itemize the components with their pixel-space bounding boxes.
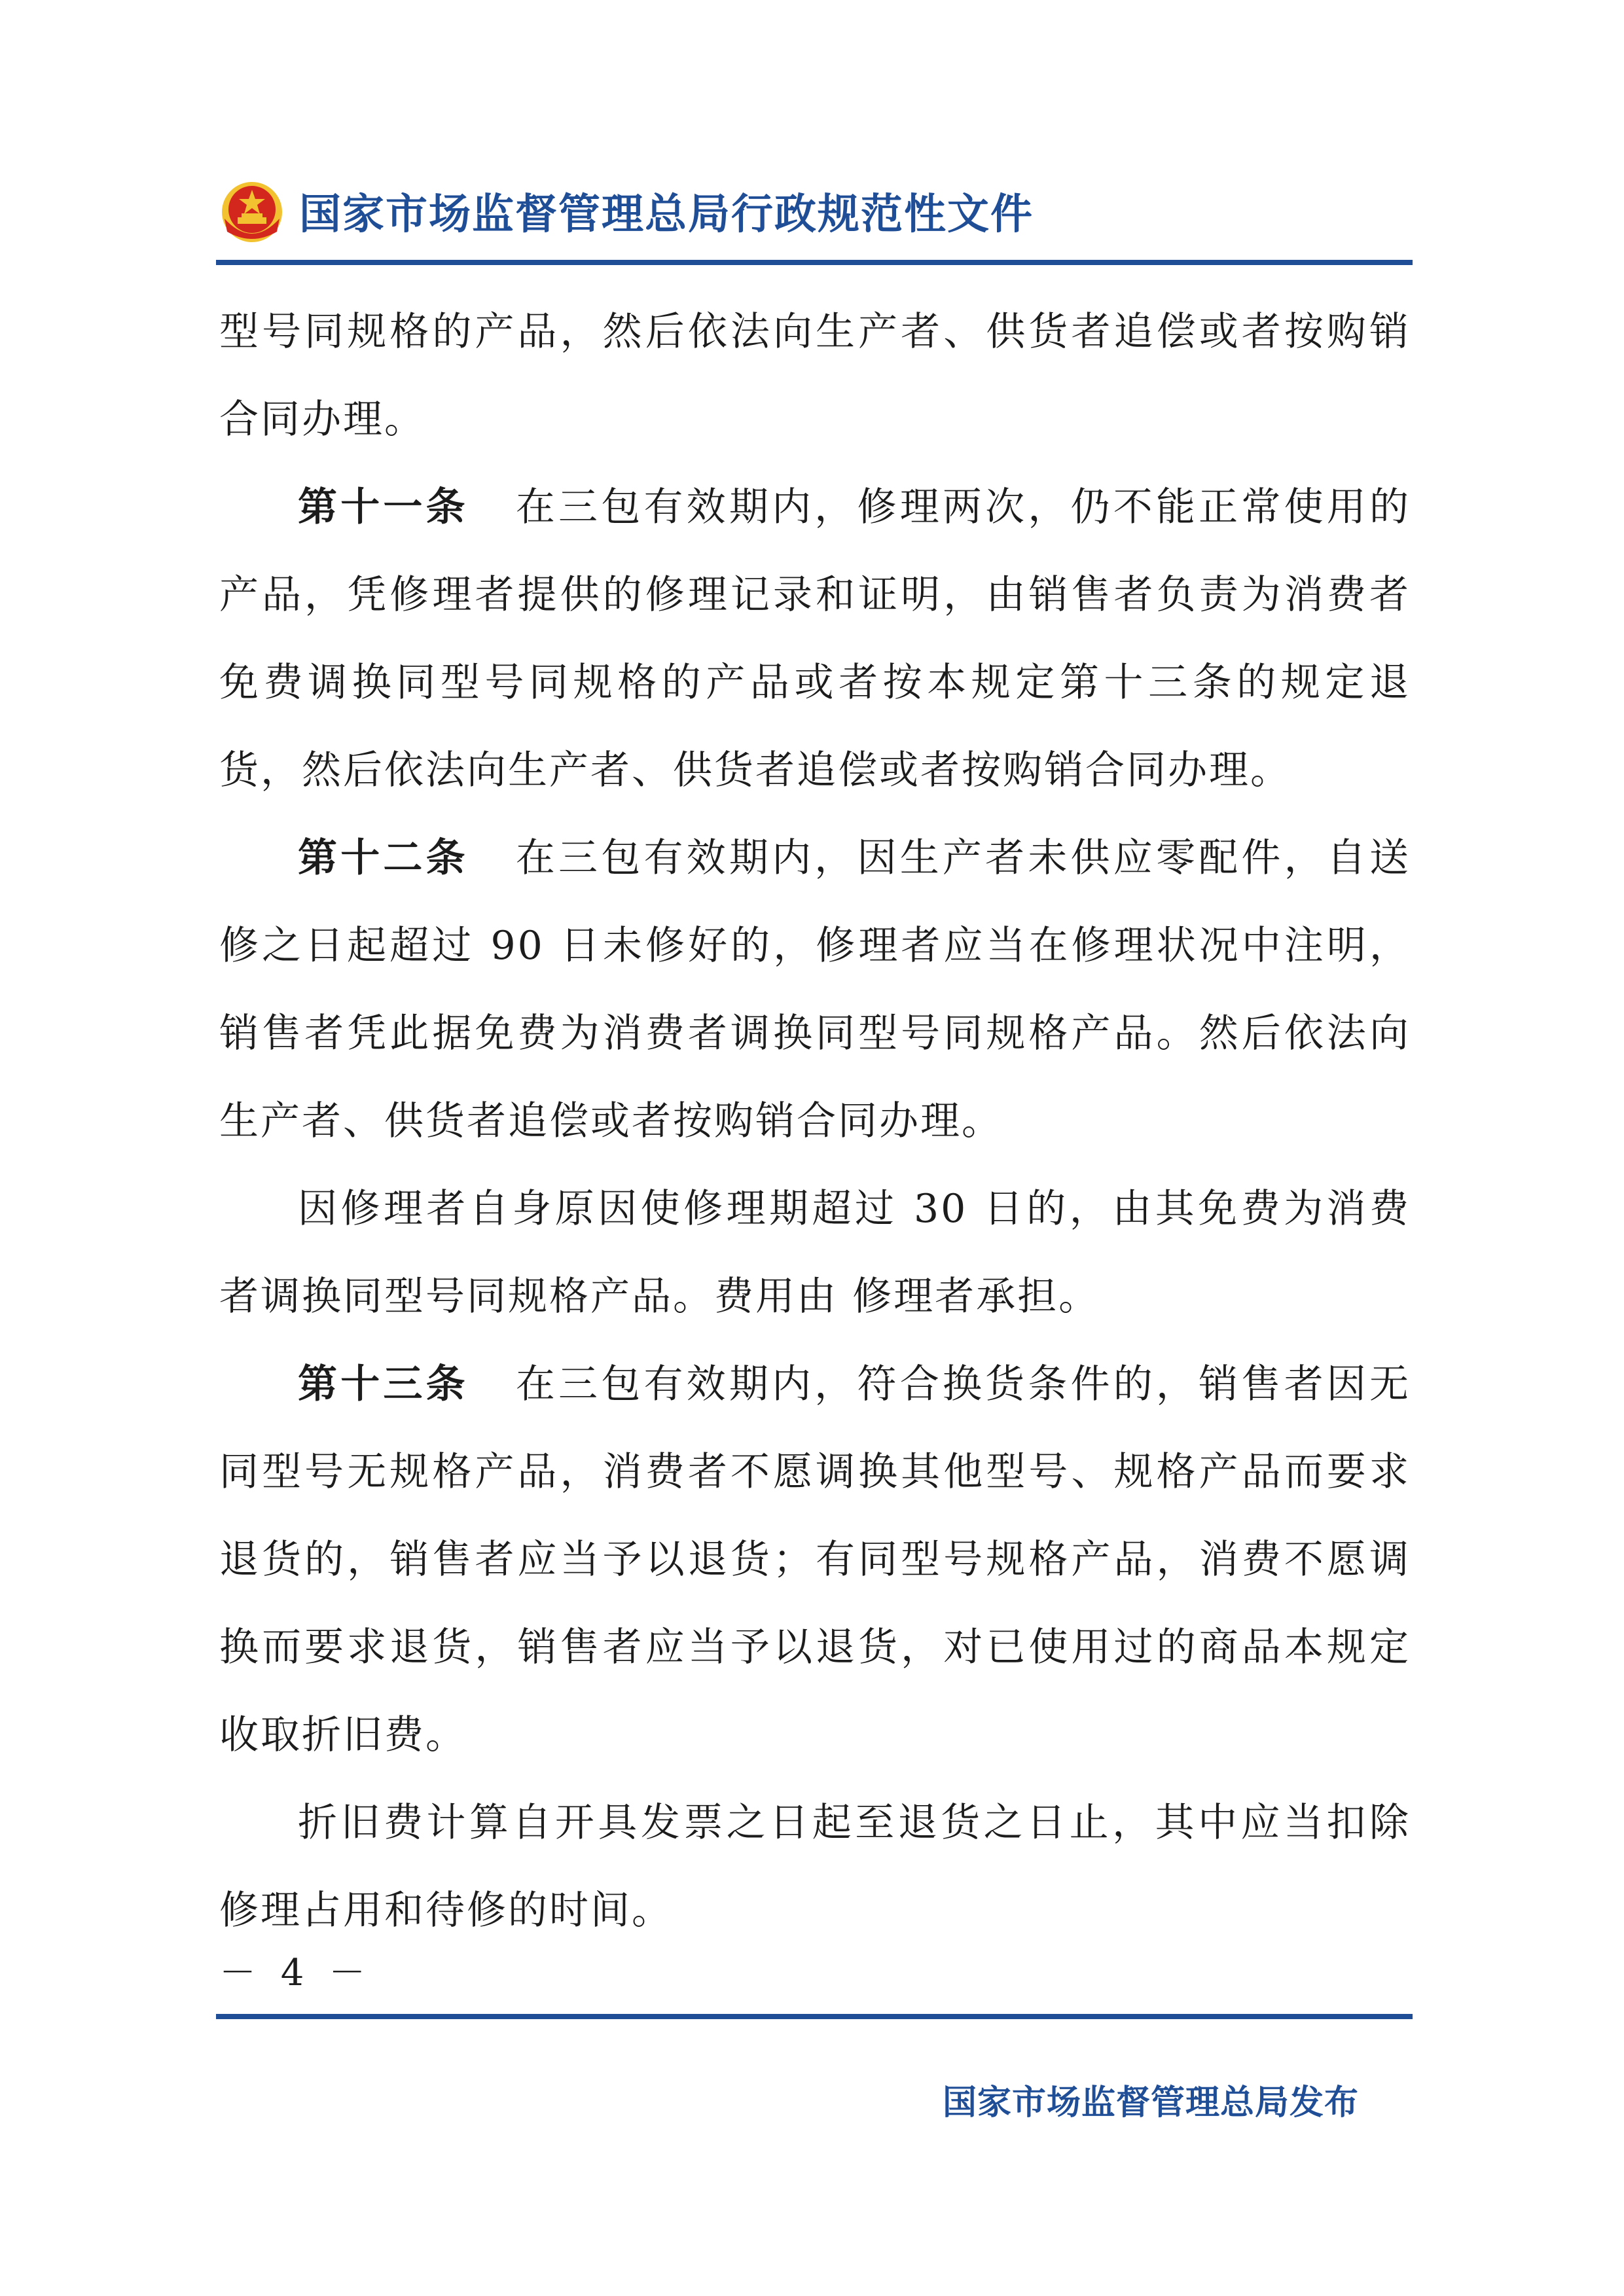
paragraph-text: 在三包有效期内，修理两次，仍不能正常使用的产品，凭修理者提供的修理记录和证明，由销售者负责为消费者免费调换同型号同规格的产品或者按本规定第十三条的规定退货，然后依法向生产者、供货者追偿或者按购销合同办理。 — [219, 484, 1411, 793]
paragraph-text: 折旧费计算自开具发票之日起至退货之日止，其中应当扣除修理占用和待修的时间。 — [219, 1800, 1411, 1933]
page-number: － 4 － — [219, 1952, 372, 1994]
header-title: 国家市场监督管理总局行政规范性文件 — [299, 190, 1034, 239]
national-emblem-icon — [219, 178, 285, 243]
document-body — [219, 288, 1411, 1954]
header-divider — [216, 260, 1413, 265]
article-number: 第十三条 — [298, 1361, 469, 1407]
paragraph-text: 在三包有效期内，符合换货条件的，销售者因无同型号无规格产品，消费者不愿调换其他型号、规格产品而要求退货的，销售者应当予以退货；有同型号规格产品，消费不愿调换而要求退货，销售者应当予以退货，对已使用过的商品本规定收取折旧费。 — [219, 1361, 1411, 1758]
document-header — [219, 171, 1034, 250]
footer-publisher: 国家市场监督管理总局发布 — [942, 2083, 1359, 2123]
paragraph — [219, 1165, 1411, 1340]
paragraph-text: 因修理者自身原因使修理期超过 30 日的，由其免费为消费者调换同型号同规格产品。费用由 修理者承担。 — [219, 1186, 1411, 1319]
article-number: 第十二条 — [298, 835, 469, 881]
paragraph-article-13 — [219, 1340, 1411, 1779]
paragraph-article-12 — [219, 814, 1411, 1165]
article-number: 第十一条 — [298, 484, 469, 530]
paragraph — [219, 288, 1411, 463]
paragraph — [219, 1779, 1411, 1954]
footer-divider — [216, 2014, 1413, 2019]
paragraph-text: 型号同规格的产品，然后依法向生产者、供货者追偿或者按购销合同办理。 — [219, 309, 1411, 442]
paragraph-text: 在三包有效期内，因生产者未供应零配件，自送修之日起超过 90 日未修好的，修理者应当在修理状况中注明，销售者凭此据免费为消费者调换同型号同规格产品。然后依法向生产者、供货者追偿或者按购销合同办理。 — [219, 835, 1411, 1144]
paragraph-article-11 — [219, 463, 1411, 814]
